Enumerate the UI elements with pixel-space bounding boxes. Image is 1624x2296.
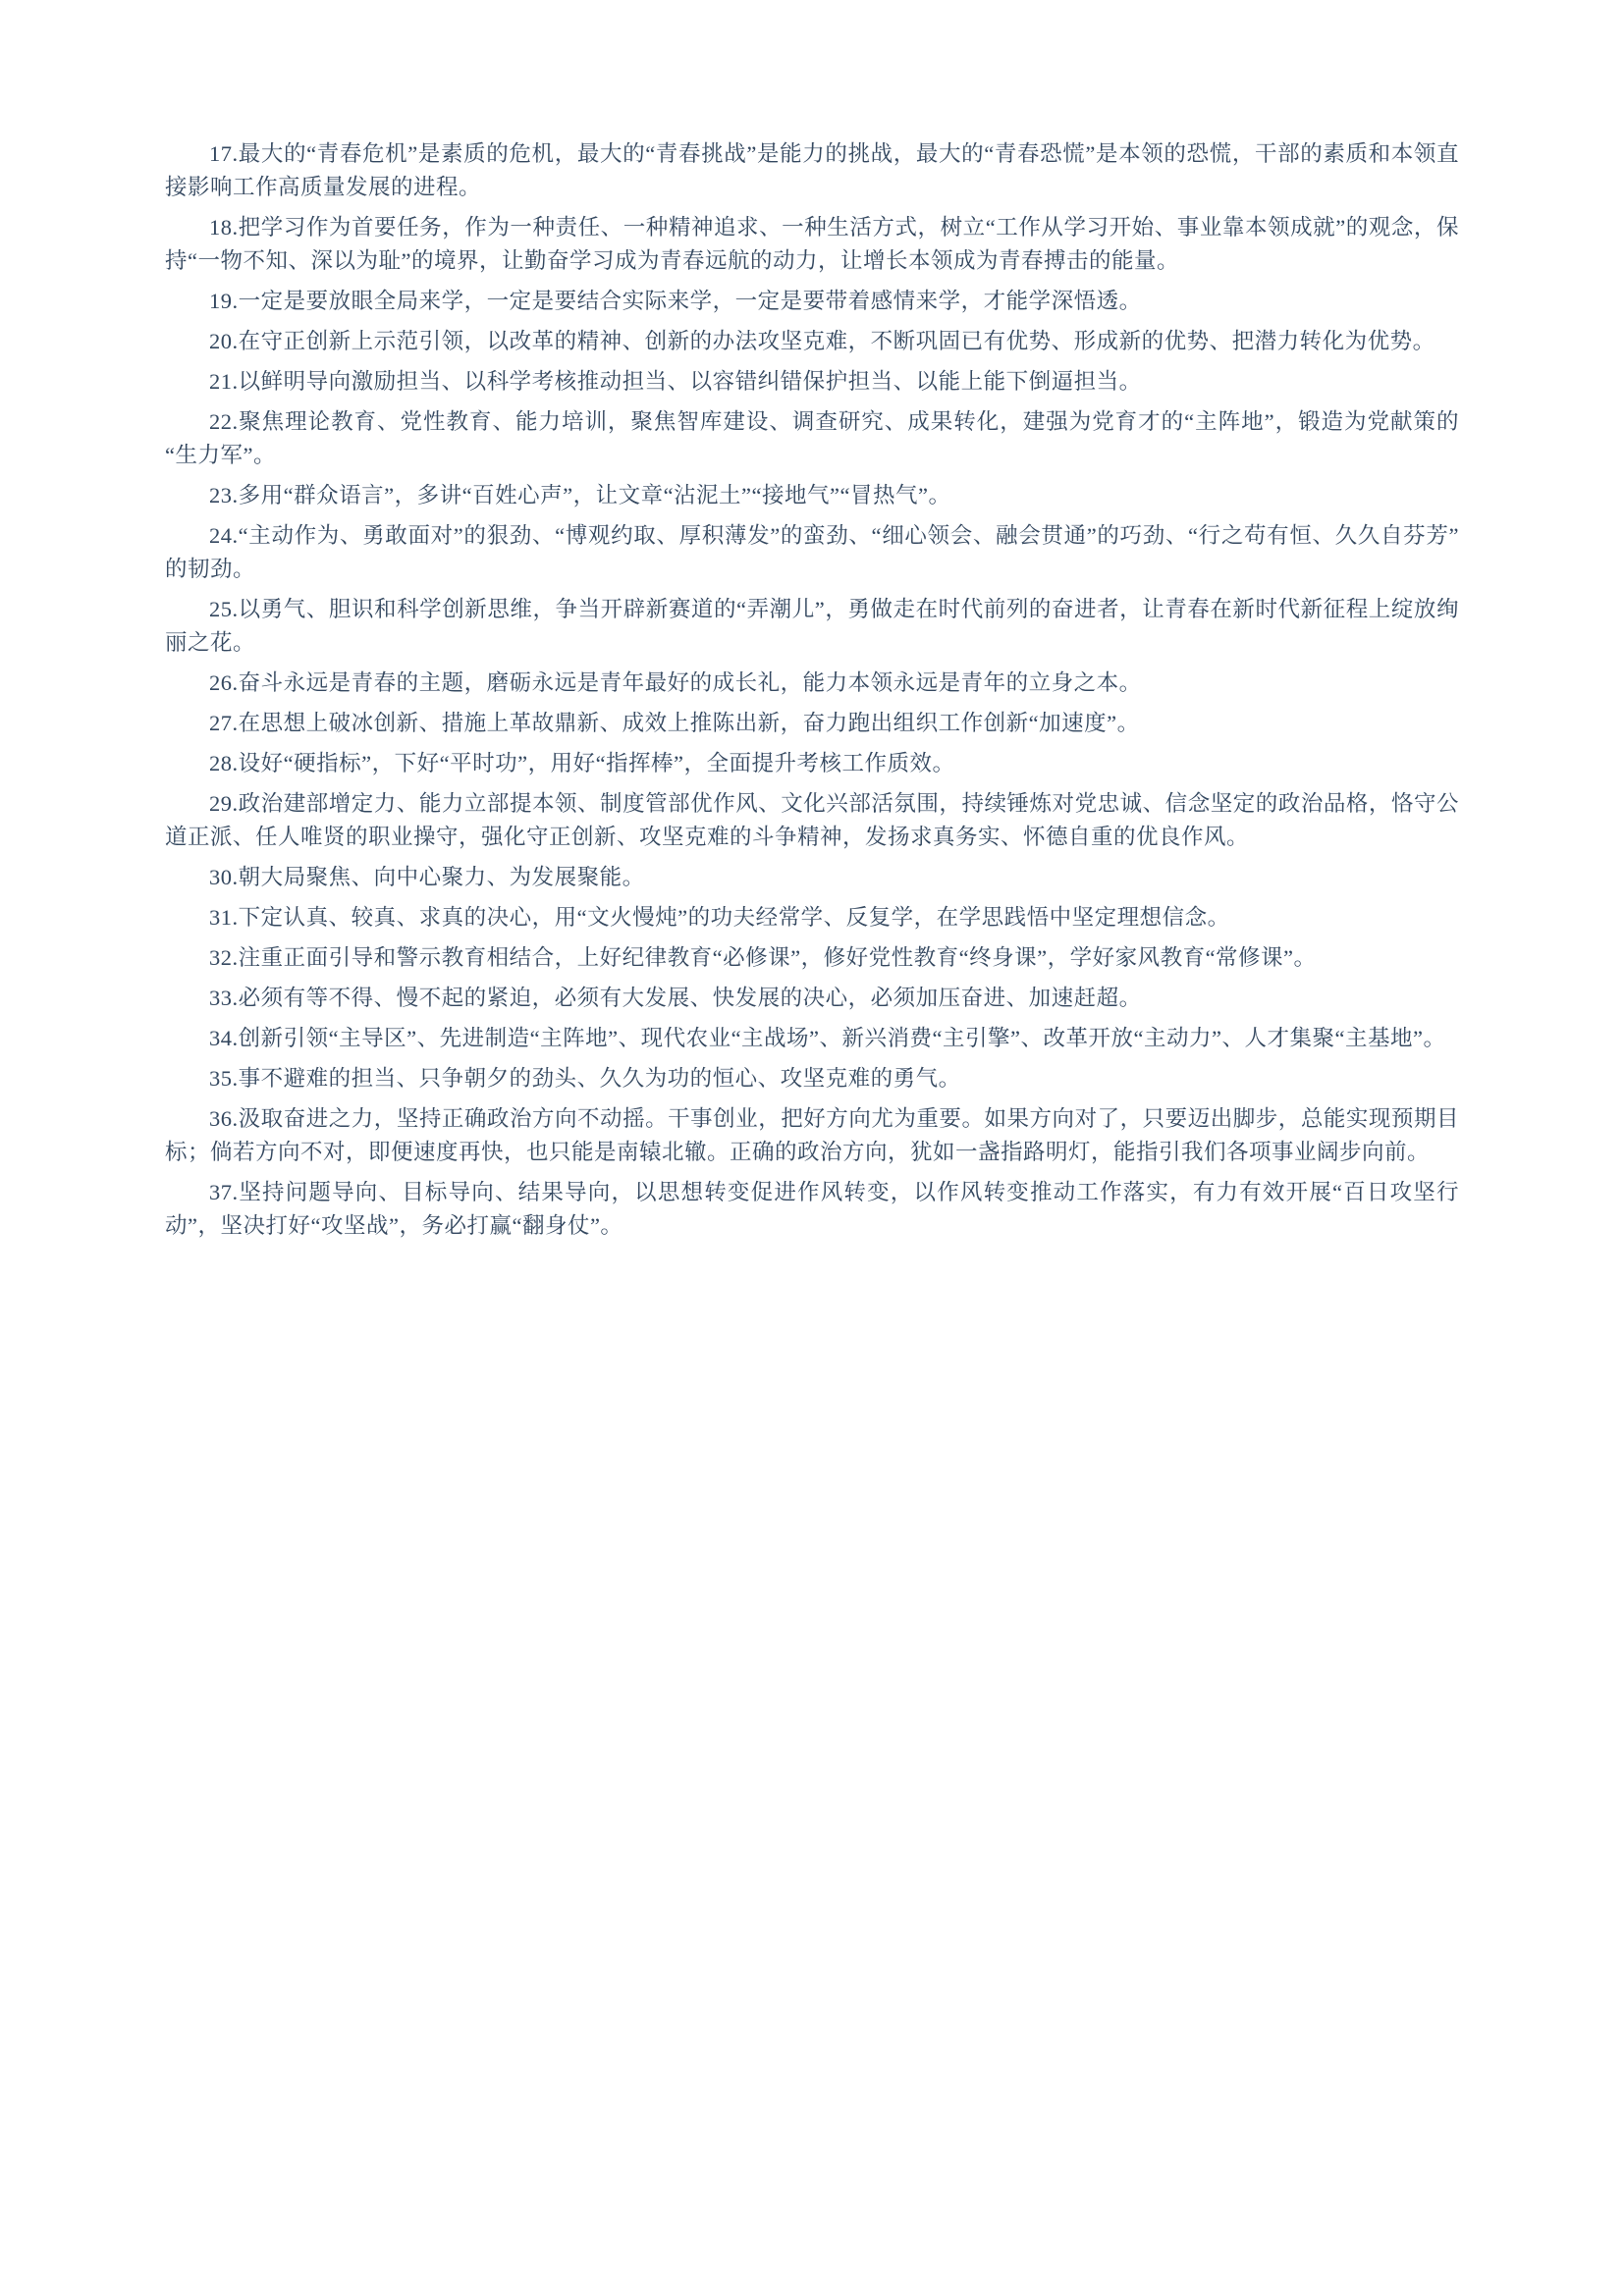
paragraph-36: 36.汲取奋进之力，坚持正确政治方向不动摇。干事创业，把好方向尤为重要。如果方向对了，只要迈出脚步，总能实现预期目标；倘若方向不对，即便速度再快，也只能是南辕北辙。正确的政治方向，犹如一盏指路明灯，能指引我们各项事业阔步向前。: [165, 1106, 1459, 1164]
paragraph-17: 17.最大的“青春危机”是素质的危机，最大的“青春挑战”是能力的挑战，最大的“青春恐慌”是本领的恐慌，干部的素质和本领直接影响工作高质量发展的进程。: [165, 141, 1459, 199]
paragraph-24: 24.“主动作为、勇敢面对”的狠劲、“博观约取、厚积薄发”的蛮劲、“细心领会、融会贯通”的巧劲、“行之苟有恒、久久自芬芳”的韧劲。: [165, 523, 1459, 581]
paragraph-23: 23.多用“群众语言”，多讲“百姓心声”，让文章“沾泥土”“接地气”“冒热气”。: [209, 483, 951, 507]
paragraph-37: 37.坚持问题导向、目标导向、结果导向，以思想转变促进作风转变，以作风转变推动工作落实，有力有效开展“百日攻坚行动”，坚决打好“攻坚战”，务必打赢“翻身仗”。: [165, 1180, 1459, 1238]
paragraph-31: 31.下定认真、较真、求真的决心，用“文火慢炖”的功夫经常学、反复学，在学思践悟中坚定理想信念。: [209, 905, 1230, 930]
paragraph-28: 28.设好“硬指标”，下好“平时功”，用好“指挥棒”，全面提升考核工作质效。: [209, 751, 955, 775]
paragraph-18: 18.把学习作为首要任务，作为一种责任、一种精神追求、一种生活方式，树立“工作从学习开始、事业靠本领成就”的观念，保持“一物不知、深以为耻”的境界，让勤奋学习成为青春远航的动力，让增长本领成为青春搏击的能量。: [165, 215, 1459, 273]
paragraph-30: 30.朝大局聚焦、向中心聚力、为发展聚能。: [209, 865, 645, 889]
paragraph-33: 33.必须有等不得、慢不起的紧迫，必须有大发展、快发展的决心，必须加压奋进、加速赶超。: [209, 986, 1142, 1010]
paragraph-26: 26.奋斗永远是青春的主题，磨砺永远是青年最好的成长礼，能力本领永远是青年的立身之本。: [209, 670, 1142, 695]
paragraph-27: 27.在思想上破冰创新、措施上革故鼎新、成效上推陈出新，奋力跑出组织工作创新“加速度”。: [209, 711, 1140, 735]
paragraph-20: 20.在守正创新上示范引领，以改革的精神、创新的办法攻坚克难，不断巩固已有优势、形成新的优势、把潜力转化为优势。: [209, 329, 1435, 353]
paragraph-19: 19.一定是要放眼全局来学，一定是要结合实际来学，一定是要带着感情来学，才能学深悟透。: [209, 289, 1142, 313]
paragraph-35: 35.事不避难的担当、只争朝夕的劲头、久久为功的恒心、攻坚克难的勇气。: [209, 1066, 961, 1091]
paragraph-29: 29.政治建部增定力、能力立部提本领、制度管部优作风、文化兴部活氛围，持续锤炼对党忠诚、信念坚定的政治品格，恪守公道正派、任人唯贤的职业操守，强化守正创新、攻坚克难的斗争精神，发扬求真务实、怀德自重的优良作风。: [165, 791, 1459, 849]
paragraph-32: 32.注重正面引导和警示教育相结合，上好纪律教育“必修课”，修好党性教育“终身课”，学好家风教育“常修课”。: [209, 945, 1317, 970]
paragraph-21: 21.以鲜明导向激励担当、以科学考核推动担当、以容错纠错保护担当、以能上能下倒逼担当。: [209, 369, 1142, 394]
paragraph-34: 34.创新引领“主导区”、先进制造“主阵地”、现代农业“主战场”、新兴消费“主引擎”、改革开放“主动力”、人才集聚“主基地”。: [209, 1026, 1446, 1050]
paragraph-22: 22.聚焦理论教育、党性教育、能力培训，聚焦智库建设、调查研究、成果转化，建强为党育才的“主阵地”，锻造为党献策的“生力军”。: [165, 409, 1459, 467]
paragraph-25: 25.以勇气、胆识和科学创新思维，争当开辟新赛道的“弄潮儿”，勇做走在时代前列的奋进者，让青春在新时代新征程上绽放绚丽之花。: [165, 597, 1459, 655]
document-body: [165, 137, 1459, 1243]
